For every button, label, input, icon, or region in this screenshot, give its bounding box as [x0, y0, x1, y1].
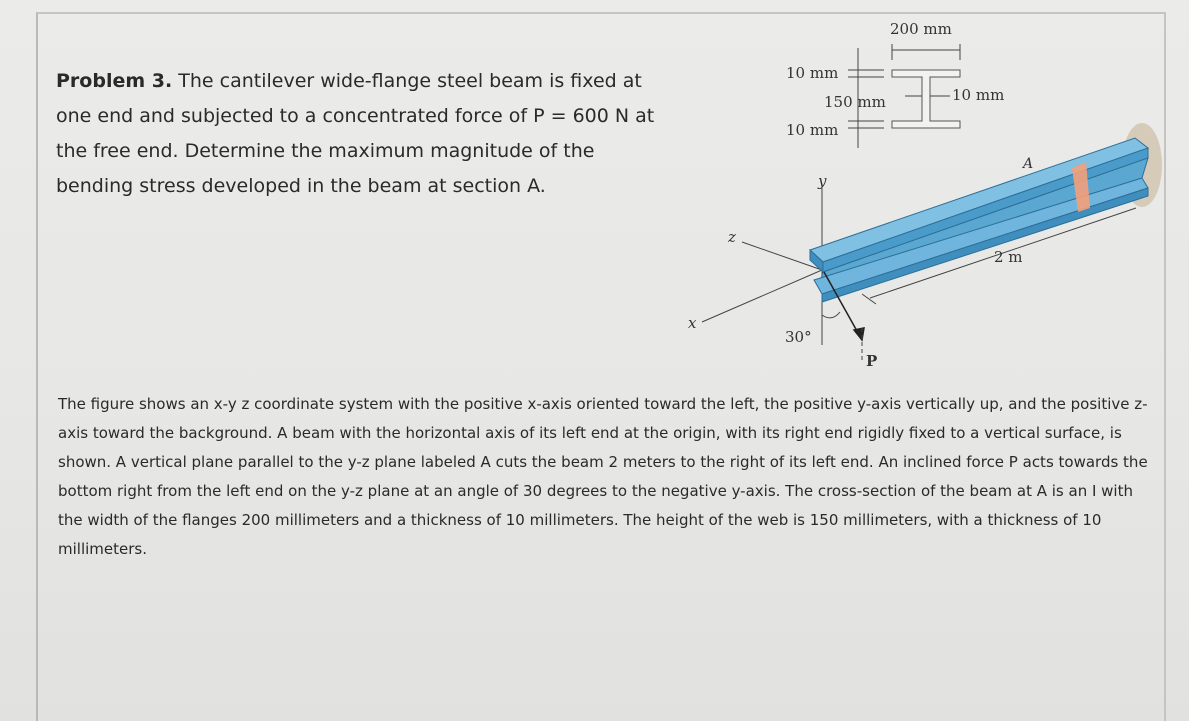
section-a-label: A	[1023, 156, 1034, 172]
length-label: 2 m	[994, 248, 1023, 266]
axis-x-label: x	[688, 314, 697, 332]
axis-z-label: z	[728, 228, 736, 246]
beam-figure	[680, 10, 1170, 370]
dim-bottom-flange: 10 mm	[786, 121, 839, 139]
dim-web-thickness: 10 mm	[952, 86, 1005, 104]
problem-label: Problem 3.	[56, 70, 173, 92]
wide-flange-beam	[810, 138, 1148, 302]
dim-web-height: 150 mm	[824, 93, 886, 111]
problem-text: The cantilever wide-flange steel beam is fixed at one end and subjected to a concentrated force of P = 600 N at the free end. Determine the maximum magnitude of the bending stress developed in the beam at section A.	[56, 70, 655, 197]
angle-label: 30°	[785, 328, 812, 346]
dim-top-flange: 10 mm	[786, 64, 839, 82]
force-label: P	[866, 352, 878, 370]
axis-y-label: y	[818, 172, 827, 190]
coordinate-axes	[702, 188, 822, 345]
figure-description: The figure shows an x-y z coordinate system with the positive x-axis oriented toward the left, the positive y-axis vertically up, and the positive z-axis toward the background. A beam with the horizontal axis of its left end at the origin, with its right end rigidly fixed to a vertical surface, is shown. A vertical plane parallel to the y-z plane labeled A cuts the beam 2 meters to the right of its left end. An inclined force P acts towards the bottom right from the left end on the y-z plane at an angle of 30 degrees to the negative y-axis. The cross-section of the beam at A is an I with the width of the flanges 200 millimeters and a thickness of 10 millimeters. The height of the web is 150 millimeters, with a thickness of 10 millimeters.	[58, 395, 1148, 558]
problem-statement	[56, 64, 676, 204]
dim-flange-width: 200 mm	[890, 20, 952, 38]
